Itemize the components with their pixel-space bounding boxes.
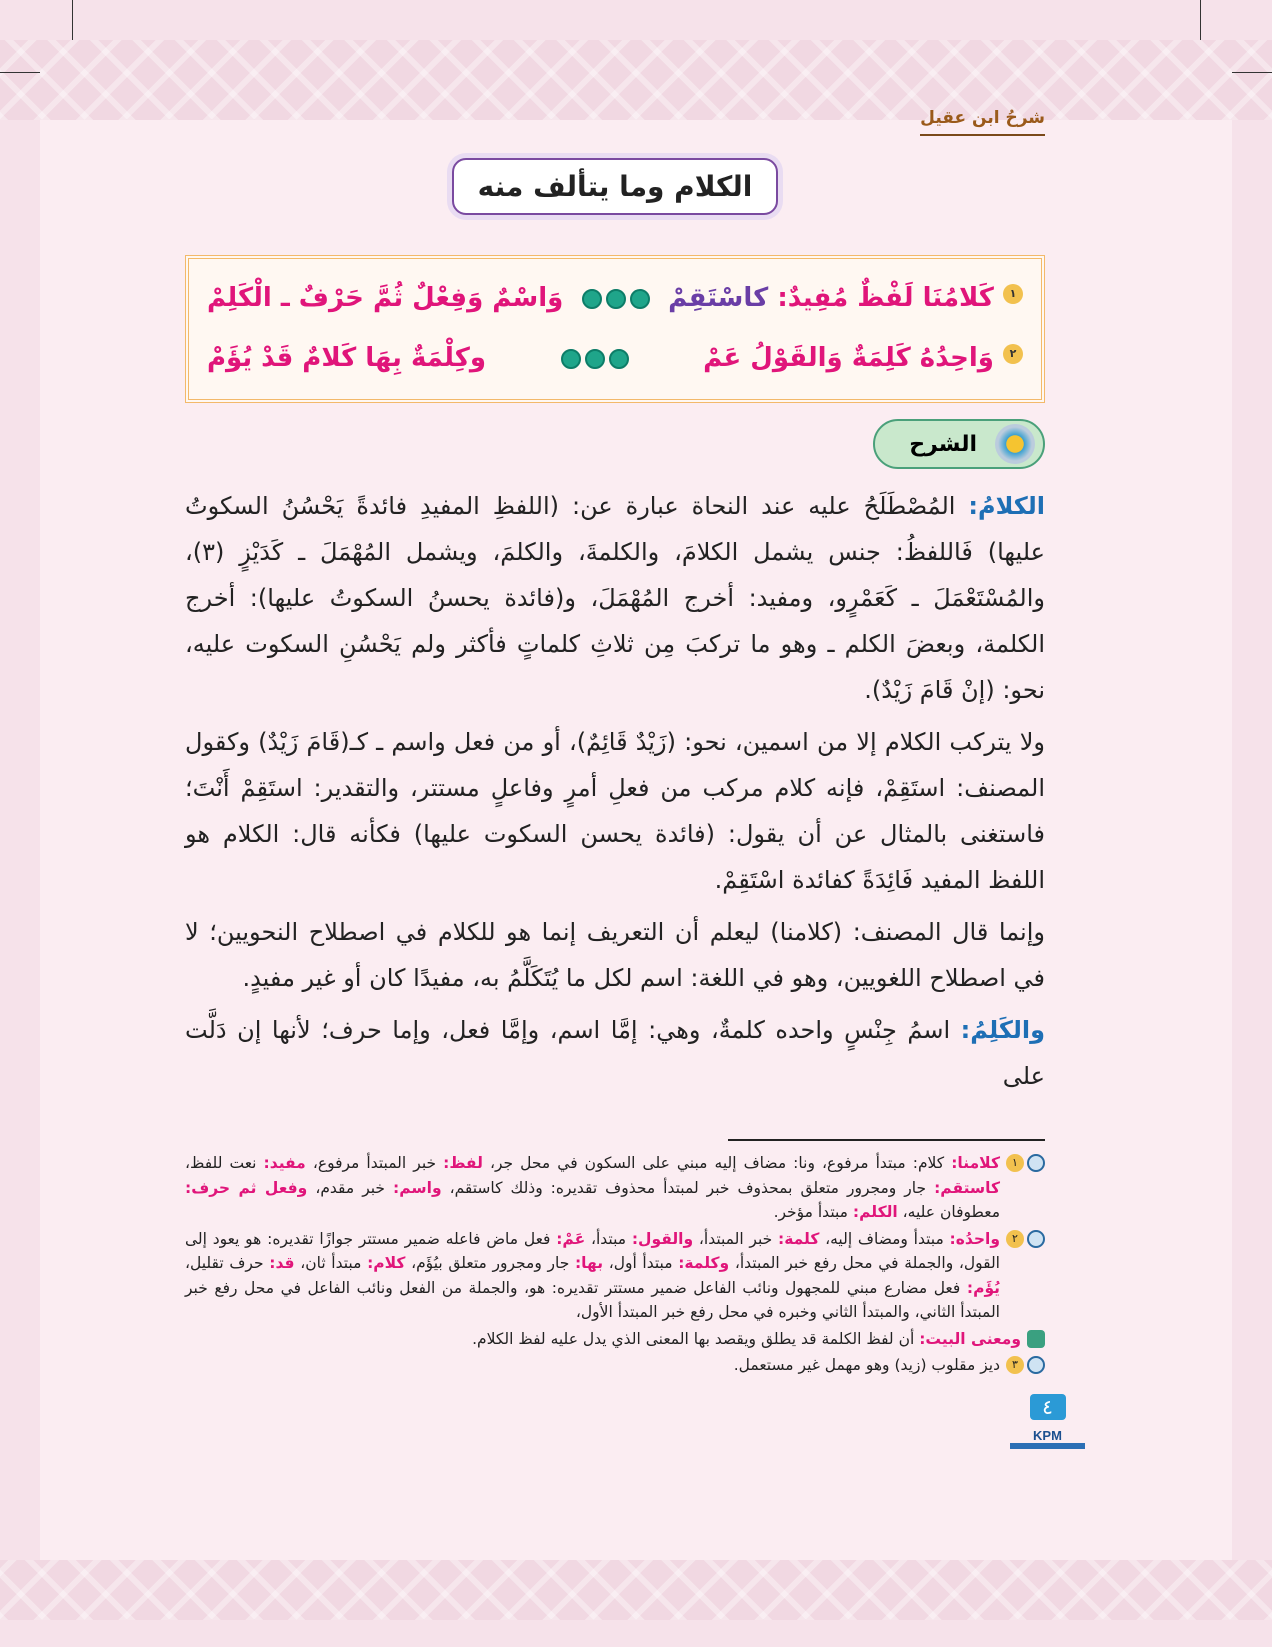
footnote	[185, 1227, 1045, 1325]
footnote-desc: خبر المبتدأ،	[693, 1229, 773, 1248]
paragraph: ولا يتركب الكلام إلا من اسمين، نحو: (زَيْدٌ قَائِمٌ)، أو من فعل واسم ـ كـ(قَامَ زَيْدٌ) وكقول المصنف: استَقِمْ، فإنه كلام مركب من فعلِ أمرٍ وفاعلٍ مستتر، والتقدير: استَقِمْ أَنْتَ؛ فاستغنى بالمثال عن أن يقول: (فائدة يحسن السكوت عليها) فكأنه قال: الكلام هو اللفظ المفيد فَائِدَةً كفائدة اسْتَقِمْ.	[185, 728, 1045, 894]
paragraph: الكلامُ: المُصْطَلَحُ عليه عند النحاة عبارة عن: (اللفظِ المفيدِ فائدةً يَحْسُنُ السكوتُ عليها) فَاللفظُ: جنس يشمل الكلامَ، والكلمةَ، والكلمَ، ويشمل المُهْمَلَ ـ كَدَيْزٍ (٣)، والمُسْتَعْمَلَ ـ كَعَمْرٍو، ومفيد: أخرج المُهْمَلَ، و(فائدة يحسنُ السكوتُ عليها): أخرج الكلمة، وبعضَ الكلم ـ وهو ما تركبَ مِن ثلاثِ كلماتٍ فأكثر ولم يَحْسُنِ السكوت عليه، نحو: (إنْ قَامَ زَيْدٌ).	[185, 492, 1045, 704]
footnote	[185, 1151, 1045, 1225]
footnote-desc: نعت للفظ،	[185, 1154, 257, 1172]
footnote	[185, 1327, 1045, 1352]
footnote-text	[185, 1151, 1000, 1225]
footnote-marker: ١	[1003, 284, 1023, 304]
footnote-term: بها:	[574, 1254, 604, 1272]
footnote-divider	[728, 1139, 1045, 1141]
footnote-term: كلامنا:	[951, 1154, 1000, 1172]
section-tab	[873, 419, 1045, 469]
section-tab-area	[185, 419, 1045, 469]
footnote-markers	[1006, 1353, 1045, 1378]
body-text	[185, 483, 1045, 1099]
footer-badge	[1010, 1394, 1085, 1449]
footnote-term: وفعل ثم حرف:	[185, 1178, 308, 1197]
verse-hemistich: ١ كَلامُنَا لَفْظٌ مُفِيدٌ: كاسْتَقِمْ	[668, 278, 1023, 320]
verse-line	[207, 329, 1023, 389]
verse-box	[185, 255, 1045, 403]
footnote-desc: خبر مقدم،	[307, 1178, 386, 1197]
footnote-text	[185, 1227, 1000, 1325]
publisher-logo: KPM	[1010, 1424, 1085, 1449]
footnote-term: كلام:	[367, 1254, 406, 1272]
footnote-markers	[1006, 1151, 1045, 1225]
footnote-text	[734, 1353, 1000, 1378]
crop-mark	[1232, 72, 1272, 73]
footnote-desc: ديز مقلوب (زيد) وهو مهمل غير مستعمل.	[733, 1356, 1000, 1374]
footnotes	[185, 1151, 1045, 1378]
footnote-term: قد:	[269, 1254, 295, 1272]
footnote-desc: مبتدأ ومضاف إليه،	[819, 1229, 944, 1248]
footnote-term: كلمة:	[778, 1229, 820, 1248]
footnote-marker: ٢	[1003, 344, 1023, 364]
page-number: ٤	[1030, 1394, 1066, 1420]
footnote-term: كاستقم:	[934, 1178, 1001, 1197]
footnote-term: ومعنى البيت:	[919, 1329, 1021, 1348]
magnifier-icon	[1027, 1356, 1045, 1374]
crop-mark	[72, 0, 73, 40]
footnote-term: واسم:	[393, 1178, 442, 1197]
title-area	[185, 158, 1045, 215]
footnote-term: يُؤَم:	[966, 1278, 1000, 1297]
footnote-term: والقول:	[631, 1229, 694, 1248]
running-head-area	[185, 108, 1045, 136]
footnote-desc: مبتدأ ثان،	[294, 1254, 362, 1272]
page-content	[185, 108, 1062, 1449]
footnote-term: مفيد:	[263, 1154, 306, 1172]
paragraph: والكَلِمُ: اسمُ جِنْسٍ واحده كلمةٌ، وهي: إمَّا اسم، وإمَّا فعل، وإما حرف؛ لأنها إن دَلَّت على	[185, 1016, 1045, 1090]
footnote-term: لفظ:	[443, 1154, 483, 1172]
footnote-number: ٢	[1006, 1230, 1024, 1248]
footnote-term: وكلمة:	[678, 1254, 730, 1272]
footnote-divider-area	[185, 1139, 1045, 1141]
verse-line	[207, 269, 1023, 329]
footnote-desc: كلام: مبتدأ مرفوع، ونا: مضاف إليه مبني على السكون في محل جر،	[482, 1154, 945, 1172]
chapter-title: الكلام وما يتألف منه	[452, 158, 779, 215]
footnote-number: ١	[1006, 1154, 1024, 1172]
verse-separator-dots	[561, 349, 629, 369]
book-icon	[1027, 1330, 1045, 1348]
footnote-desc: أن لفظ الكلمة قد يطلق ويقصد بها المعنى الذي يدل عليه لفظ الكلام.	[472, 1329, 915, 1348]
page-footer	[185, 1394, 1062, 1449]
footnote-markers	[1006, 1227, 1045, 1325]
megaphone-icon	[995, 424, 1035, 464]
footnote-term: الكلم:	[852, 1203, 898, 1221]
footnote-desc: خبر المبتدأ مرفوع،	[305, 1154, 437, 1172]
footnote-desc: مبتدأ،	[585, 1229, 627, 1248]
footnote-desc: جار ومجرور متعلق بيُؤَم،	[405, 1254, 570, 1272]
footnote-term: واحدُه:	[949, 1229, 1000, 1248]
crop-mark	[1200, 0, 1201, 40]
paragraph: وإنما قال المصنف: (كلامنا) ليعلم أن التعريف إنما هو للكلام في اصطلاح النحويين؛ لا في اصطلاح اللغويين، وهو في اللغة: اسم لكل ما يُتَكَلَّمُ به، مفيدًا كان أو غير مفيدٍ.	[185, 918, 1045, 992]
footnote-desc: فعل ماض فاعله ضمير مستتر جوازًا تقديره: هو يعود إلى القول، والجملة في محل رفع خبر المبتدأ،	[185, 1229, 1000, 1272]
footnote-number: ٣	[1006, 1356, 1024, 1374]
verse-separator-dots	[582, 289, 650, 309]
verse-hemistich: وَاسْمٌ وَفِعْلٌ ثُمَّ حَرْفٌ ـ الْكَلِمْ	[207, 283, 564, 314]
footnote-markers	[1027, 1327, 1045, 1352]
section-label: الشرح	[909, 431, 977, 457]
footnote-desc: فعل مضارع مبني للمجهول ونائب الفاعل ضمير مستتر تقديره: هو، والجملة من الفعل ونائب الفاعل في محل رفع خبر المبتدأ الثاني، والمبتدأ الثاني وخبره في محل رفع خبر المبتدأ الأول،	[185, 1278, 1000, 1321]
running-head: شرحُ ابن عقيل	[920, 108, 1045, 136]
magnifier-icon	[1027, 1230, 1045, 1248]
footnote-desc: معطوفان عليه،	[897, 1203, 1000, 1221]
footnote-desc: مبتدأ أول،	[603, 1254, 673, 1272]
footnote-desc: مبتدأ مؤخر.	[773, 1203, 848, 1221]
footnote-text	[472, 1327, 1021, 1352]
crop-mark	[0, 72, 40, 73]
footnote-desc: جار ومجرور متعلق بمحذوف خبر لمبتدأ محذوف تقديره: وذلك كاستقم،	[441, 1178, 927, 1197]
decorative-band-bottom	[0, 1560, 1272, 1620]
magnifier-icon	[1027, 1154, 1045, 1172]
verse-hemistich: وكِلْمَةٌ بِهَا كَلامٌ قَدْ يُؤَمْ	[207, 343, 487, 374]
footnote-term: عَمْ:	[556, 1229, 586, 1248]
footnote	[185, 1353, 1045, 1378]
footnote-desc: حرف تقليل،	[185, 1254, 264, 1272]
verse-hemistich: ٢ وَاحِدُهُ كَلِمَةٌ وَالقَوْلُ عَمْ	[703, 338, 1023, 380]
